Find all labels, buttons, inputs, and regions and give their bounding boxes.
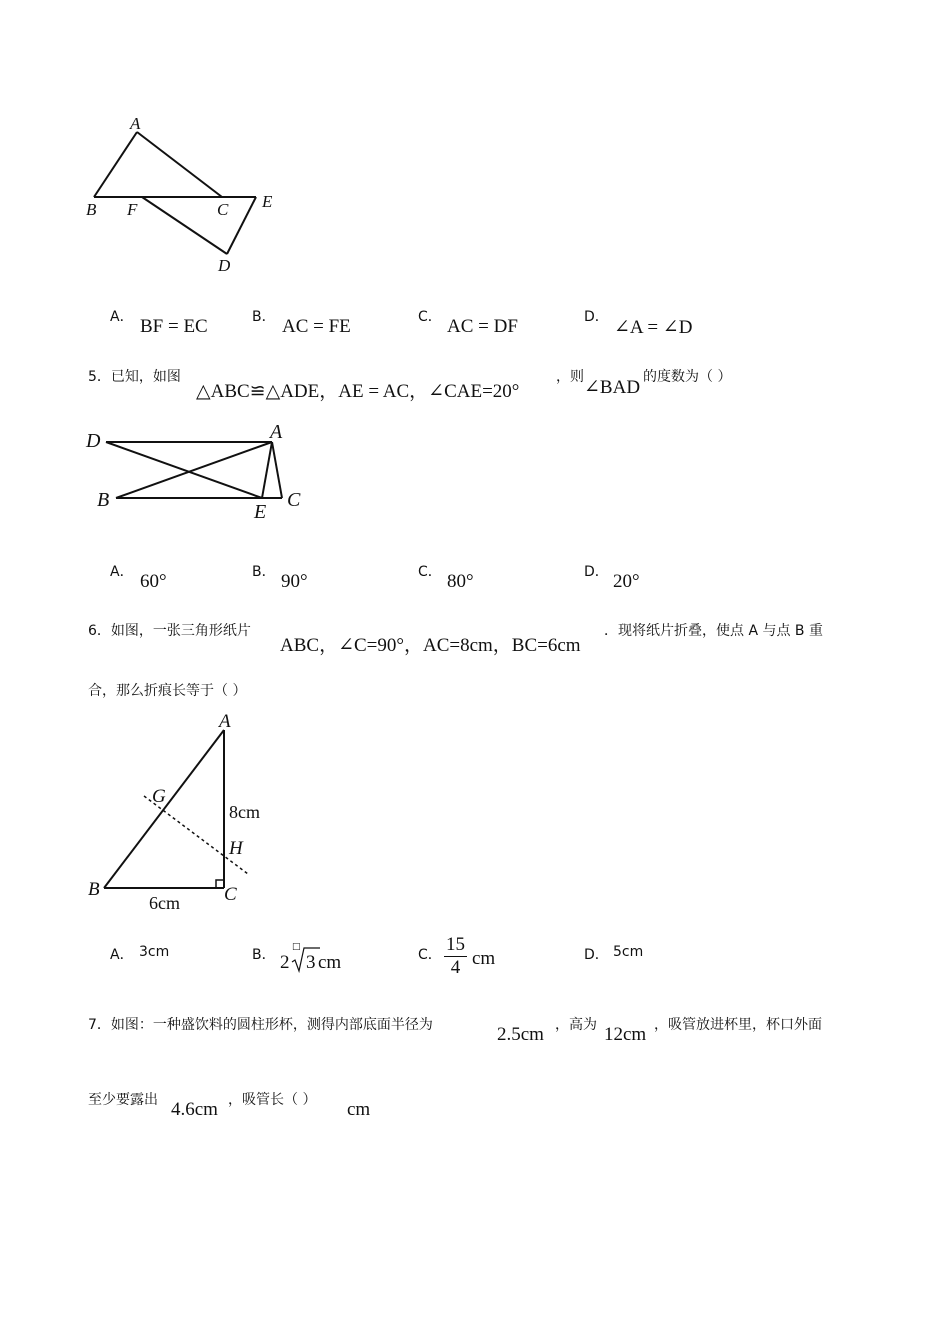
q6-stem-suffix: ．现将纸片折叠，使点 A 与点 B 重	[604, 623, 823, 639]
q4-label-e: E	[262, 192, 273, 211]
q6-option-d-label: D．	[584, 947, 609, 963]
q6-option-a-text: 3cm	[139, 944, 170, 960]
q6-label-c: C	[224, 884, 237, 905]
q6-label-h: H	[229, 838, 243, 859]
q7-radius: 2.5cm	[497, 1024, 544, 1045]
q6-option-b-index: □	[292, 942, 301, 952]
q5-stem-math2: ∠BAD	[584, 377, 641, 398]
q4-option-b-label: B．	[252, 309, 276, 325]
q5-option-d-text: 20°	[613, 571, 640, 592]
q7-unit: cm	[347, 1099, 371, 1120]
q4-option-d-label: D．	[584, 309, 609, 325]
q6-label-g: G	[152, 786, 166, 807]
q6-option-b-coef: 2	[280, 952, 290, 973]
q6-stem-math: ABC，∠C=90°，AC=8cm，BC=6cm	[280, 635, 581, 656]
q5-option-b-label: B．	[252, 564, 276, 580]
q5-stem-math: △ABC≌△ADE，AE = AC，∠CAE=20°	[196, 381, 520, 402]
q4-label-d: D	[218, 256, 231, 275]
q6-label-b: B	[88, 879, 100, 900]
q4-option-c-text: AC = DF	[447, 316, 518, 337]
q6-figure	[90, 720, 290, 920]
q4-label-a: A	[130, 114, 141, 133]
q5-figure	[80, 420, 320, 530]
q5-label-d: D	[86, 430, 101, 452]
q4-label-c: C	[217, 200, 229, 219]
q5-label-c: C	[287, 489, 301, 511]
q6-label-a: A	[219, 711, 231, 732]
q6-option-c-unit: cm	[472, 948, 496, 969]
q7-stem-suffix: ，吸管放进杯里，杯口外面	[654, 1017, 822, 1033]
q7-exposed: 4.6cm	[171, 1099, 218, 1120]
q5-option-a-text: 60°	[140, 571, 167, 592]
q7-line2-mid: ，吸管长（ ）	[228, 1092, 317, 1108]
q5-option-d-label: D．	[584, 564, 609, 580]
q6-option-c-denominator: 4	[450, 957, 461, 978]
q5-label-e: E	[254, 501, 267, 523]
q6-option-b-radicand: 3	[306, 952, 316, 973]
q6-option-c-numerator: 15	[446, 934, 465, 955]
q4-option-a-text: BF = EC	[140, 316, 208, 337]
q6-label-ac-length: 8cm	[229, 802, 260, 822]
q5-option-b-text: 90°	[281, 571, 308, 592]
q7-stem-prefix: 7．如图：一种盛饮料的圆柱形杯，测得内部底面半径为	[88, 1017, 433, 1033]
q4-option-c-label: C．	[418, 309, 442, 325]
q6-stem-line2: 合，那么折痕长等于（ ）	[88, 683, 247, 699]
q6-stem-prefix: 6．如图，一张三角形纸片	[88, 623, 251, 639]
q5-label-b: B	[97, 489, 110, 511]
q6-option-d-text: 5cm	[613, 944, 644, 960]
q4-option-a-label: A．	[110, 309, 134, 325]
q6-option-b-label: B．	[252, 947, 276, 963]
q5-option-a-label: A．	[110, 564, 134, 580]
q5-stem-mid: ，则	[556, 369, 584, 385]
q6-option-c-fraction	[444, 934, 467, 979]
q5-label-a: A	[270, 421, 283, 443]
q7-line2-prefix: 至少要露出	[88, 1092, 158, 1108]
q6-option-b-unit: cm	[318, 952, 342, 973]
q6-option-a-label: A．	[110, 947, 134, 963]
q5-stem-prefix: 5．已知，如图	[88, 369, 181, 385]
q5-stem-suffix: 的度数为（ ）	[643, 369, 732, 385]
q6-option-c-label: C．	[418, 947, 442, 963]
q4-option-d-text: ∠A = ∠D	[614, 317, 693, 338]
q7-stem-mid: ，高为	[555, 1017, 597, 1033]
q4-label-f: F	[127, 200, 138, 219]
q4-label-b: B	[86, 200, 97, 219]
q5-option-c-label: C．	[418, 564, 442, 580]
q6-label-bc-length: 6cm	[149, 893, 180, 913]
q7-height: 12cm	[604, 1024, 647, 1045]
q5-option-c-text: 80°	[447, 571, 474, 592]
q4-option-b-text: AC = FE	[282, 316, 351, 337]
